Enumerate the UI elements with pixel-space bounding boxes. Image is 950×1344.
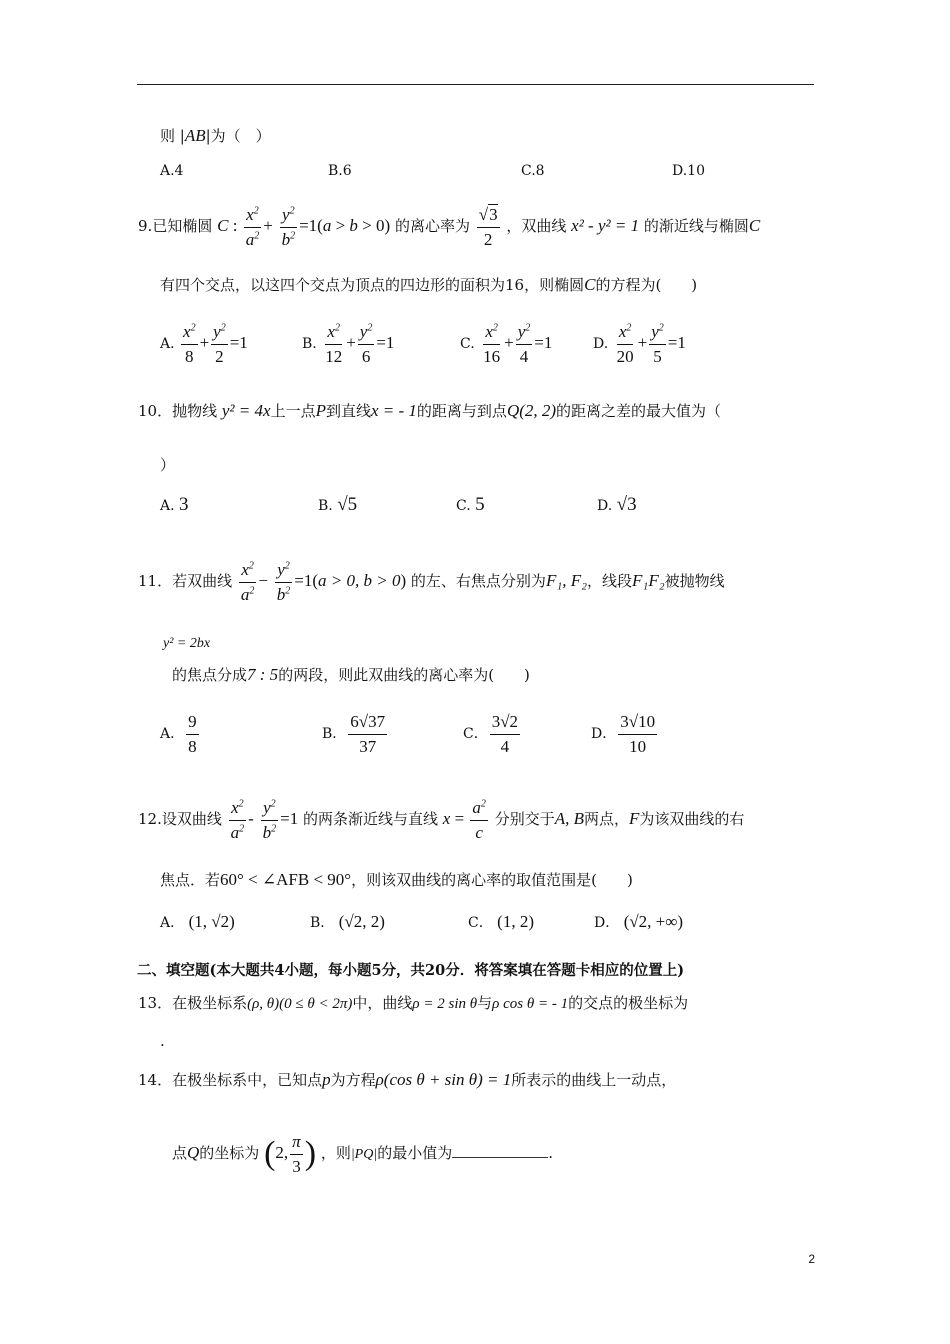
q12-option-a: A． (1, √2) xyxy=(160,912,235,931)
header-rule xyxy=(137,84,814,85)
q14-stem-line1: 14．在极坐标系中，已知点p为方程ρ(cos θ + sin θ) = 1所表示的曲线上一动点， xyxy=(138,1070,677,1089)
section-heading-fill-in: 二、填空题(本大题共4小题，每小题5分，共20分．将答案填在答题卡相应的位置上) xyxy=(137,962,685,979)
q8-stem: 则 |AB|为（ ） xyxy=(160,126,271,145)
q10-option-c: C. 5 xyxy=(456,494,485,515)
q11-option-d: D． $\frac{3√10}{10}$ xyxy=(591,712,656,756)
q9-hyperbola: x² - y² = 1 xyxy=(571,216,640,236)
q8-option-c: C.8 xyxy=(521,163,545,179)
q10-stem-line2: ） xyxy=(160,456,176,474)
q12-stem-line1: 12.设双曲线 $\frac{x^2}{a^2}$ - $\frac{y^2}{b^2}$ =1 的两条渐近线与直线 x = $\frac{a^2}{c}$ 分别交于A, B两点，F为该双曲线的右 xyxy=(138,798,745,842)
q11-stem-line1: 11．若双曲线 $\frac{x^2}{a^2}$ − $\frac{y^2}{b^2}$ =1(a > 0, b > 0) 的左、右焦点分别为F₁, F₂，线段F₁F₂被抛物线 xyxy=(138,560,725,604)
q14-answer-blank xyxy=(452,1145,548,1158)
q10-option-b: B. √5 xyxy=(318,494,358,515)
q12-stem-line2: 焦点．若60° < ∠AFB < 90°，则该双曲线的离心率的取值范围是( ) xyxy=(160,870,633,889)
q11-parabola: y² = 2bx xyxy=(163,636,211,651)
q13-stem: 13．在极坐标系(ρ, θ)(0 ≤ θ < 2π)中，曲线ρ = 2 sin θ与ρ cos θ = - 1的交点的极坐标为 xyxy=(138,994,689,1012)
q12-option-c: C． (1, 2) xyxy=(468,912,534,931)
q10-stem-line1: 10．抛物线 y² = 4x上一点P到直线x = - 1的距离与到点Q(2, 2)的距离之差的最大值为（ xyxy=(138,401,722,420)
q9-option-c: C. $\frac{x^2}{16}$ + $\frac{y^2}{4}$ =1 xyxy=(460,322,553,366)
q11-stem-line3: 的焦点分成7 : 5的两段，则此双曲线的离心率为( ) xyxy=(172,665,530,684)
q12-option-d: D． (√2, +∞) xyxy=(594,912,684,931)
q9-stem-line2: 有四个交点，以这四个交点为顶点的四边形的面积为16，则椭圆C的方程为( ) xyxy=(160,275,698,294)
q9-stem-line1: 9.已知椭圆 C : $\frac{x^2}{a^2}$ + $\frac{y^2}{b^2}$ =1(a > b > 0) 的离心率为 $\frac{√3}{2}$ ，双曲线 x² - y² = 1 的渐近线与椭圆C xyxy=(138,205,761,249)
q9-option-a: A. $\frac{x^2}{8}$ + $\frac{y^2}{2}$ =1 xyxy=(160,322,248,366)
q11-option-b: B． $\frac{6√37}{37}$ xyxy=(322,712,386,756)
q11-option-c: C． $\frac{3√2}{4}$ xyxy=(463,712,519,756)
q9-option-d: D. $\frac{x^2}{20}$ + $\frac{y^2}{5}$ =1 xyxy=(593,322,686,366)
q8-option-b: B.6 xyxy=(328,163,352,179)
q11-option-a: A． $\frac{9}{8}$ xyxy=(160,712,197,756)
q9-option-b: B. $\frac{x^2}{12}$ + $\frac{y^2}{6}$ =1 xyxy=(302,322,395,366)
q12-option-b: B． (√2, 2) xyxy=(310,912,385,931)
q13-answer-blank: . xyxy=(160,1032,165,1050)
q8-option-d: D.10 xyxy=(672,163,705,179)
q8-option-a: A.4 xyxy=(160,163,184,179)
q14-stem-line2: 点Q的坐标为 (2, $\frac{\pi}{3}$ ) ，则|PQ|的最小值为 . xyxy=(172,1132,553,1176)
q10-option-a: A. 3 xyxy=(160,494,189,515)
q10-option-d: D. √3 xyxy=(597,494,637,515)
page-number: 2 xyxy=(808,1252,815,1266)
